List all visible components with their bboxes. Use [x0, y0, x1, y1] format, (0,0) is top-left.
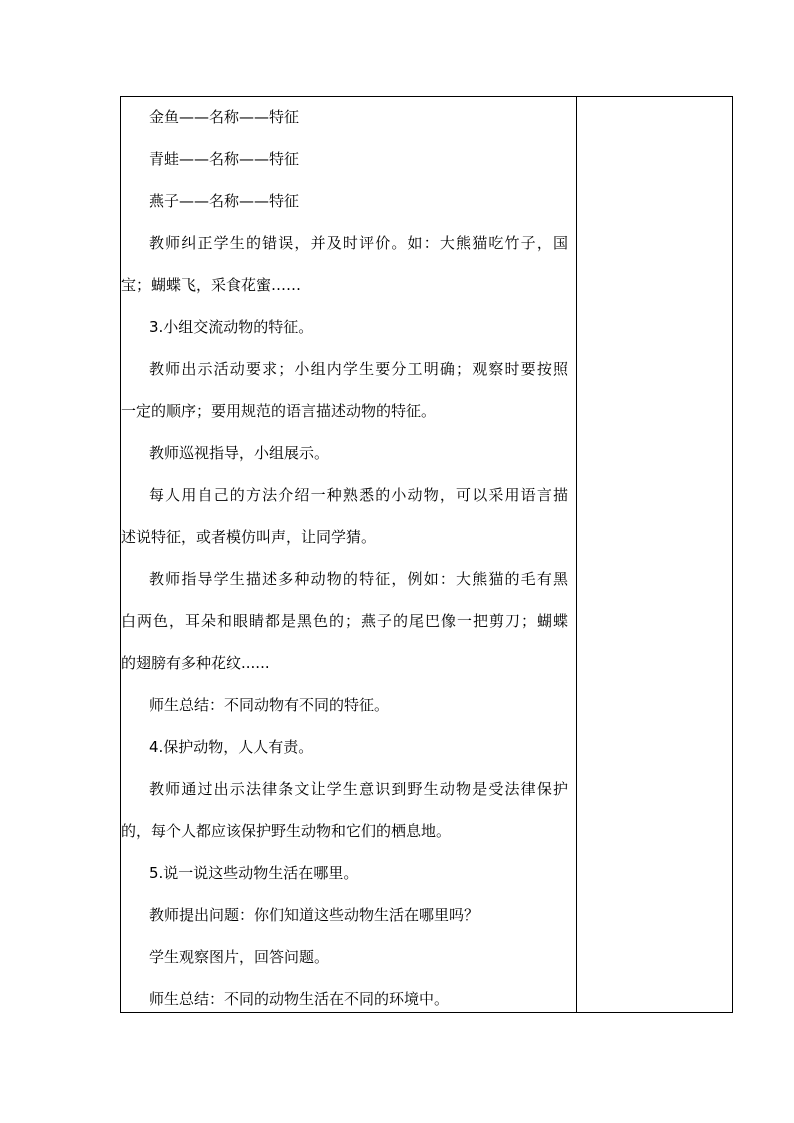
text-line: 的，每个人都应该保护野生动物和它们的栖息地。 [121, 822, 452, 840]
text-line: 金鱼——名称——特征 [149, 108, 300, 126]
text-line: 一定的顺序；要用规范的语言描述动物的特征。 [121, 402, 437, 420]
text-line: 白两色，耳朵和眼睛都是黑色的；燕子的尾巴像一把剪刀；蝴蝶 [121, 612, 568, 630]
text-line: 的翅膀有多种花纹...... [121, 654, 270, 672]
text-line: 述说特征，或者模仿叫声，让同学猜。 [121, 528, 377, 546]
text-line: 5.说一说这些动物生活在哪里。 [149, 864, 359, 882]
text-line: 师生总结：不同动物有不同的特征。 [149, 696, 390, 714]
text-line: 教师巡视指导，小组展示。 [149, 444, 330, 462]
text-line: 教师纠正学生的错误，并及时评价。如：大熊猫吃竹子，国 [149, 234, 568, 252]
text-line: 4.保护动物，人人有责。 [149, 738, 314, 756]
text-line: 师生总结：不同的动物生活在不同的环境中。 [149, 990, 450, 1008]
text-line: 学生观察图片，回答问题。 [149, 948, 330, 966]
text-line: 燕子——名称——特征 [149, 192, 300, 210]
lesson-content-cell [121, 97, 576, 1012]
text-line: 每人用自己的方法介绍一种熟悉的小动物，可以采用语言描 [149, 486, 568, 504]
notes-cell [577, 97, 732, 1012]
text-line: 教师出示活动要求；小组内学生要分工明确；观察时要按照 [149, 360, 568, 378]
text-line: 教师提出问题：你们知道这些动物生活在哪里吗？ [149, 906, 480, 924]
text-line: 青蛙——名称——特征 [149, 150, 300, 168]
text-line: 3.小组交流动物的特征。 [149, 318, 314, 336]
text-line: 教师指导学生描述多种动物的特征，例如：大熊猫的毛有黑 [149, 570, 568, 588]
text-line: 教师通过出示法律条文让学生意识到野生动物是受法律保护 [149, 780, 568, 798]
text-line: 宝；蝴蝶飞，采食花蜜…… [121, 276, 302, 294]
